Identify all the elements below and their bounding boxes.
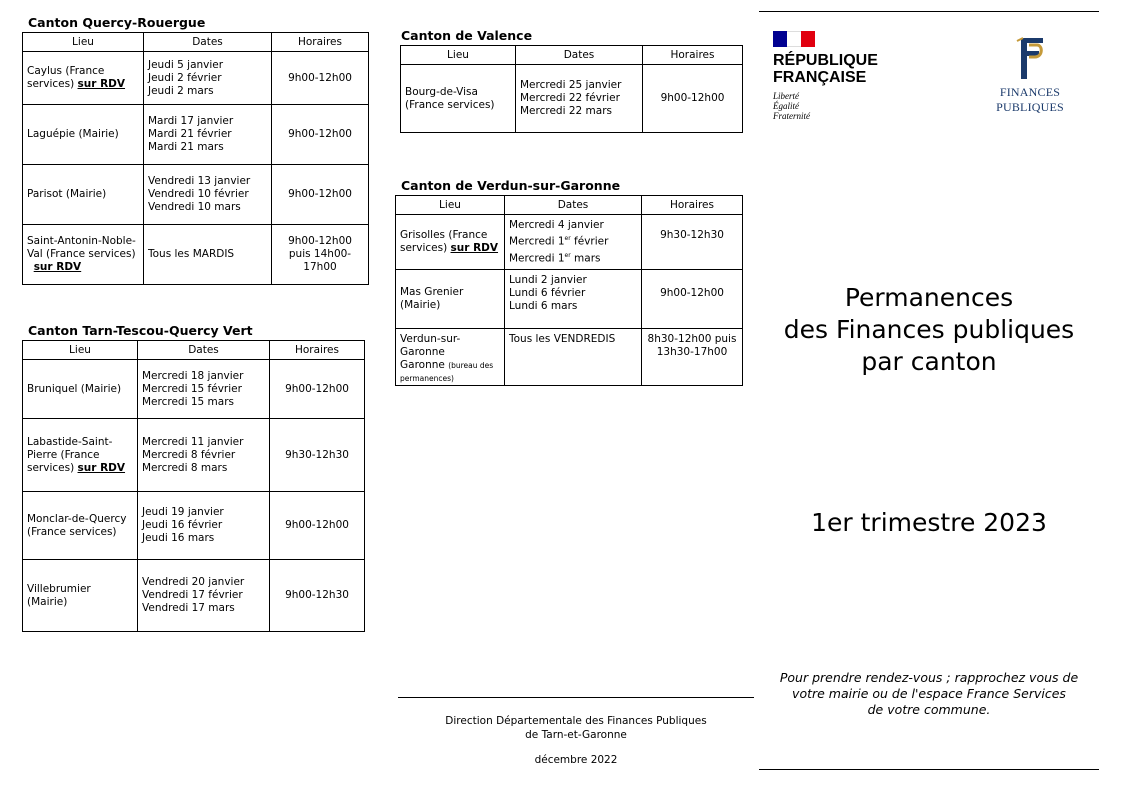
header-horaires: Horaires bbox=[270, 341, 365, 360]
canton-valence bbox=[395, 28, 743, 133]
horaires-cell: 9h00-12h00 bbox=[270, 492, 365, 560]
table-row bbox=[23, 492, 365, 560]
rdv-note: sur RDV bbox=[450, 242, 499, 254]
horaires-cell: 9h30-12h30 bbox=[270, 419, 365, 492]
dates-cell: Jeudi 19 janvier Jeudi 16 février Jeudi 16 mars bbox=[138, 492, 270, 560]
table-row bbox=[401, 65, 743, 133]
footer-line2: de Tarn-et-Garonne bbox=[525, 729, 627, 741]
motto: Liberté Égalité Fraternité bbox=[773, 91, 810, 121]
fp-label: FINANCES PUBLIQUES bbox=[996, 85, 1064, 114]
table-header-row bbox=[401, 46, 743, 65]
lieu-cell: Bruniquel (Mairie) bbox=[23, 360, 138, 419]
cover-bottom-divider bbox=[759, 769, 1099, 770]
canton-title: Canton de Verdun-sur-Garonne bbox=[401, 178, 621, 193]
dates-cell: Mercredi 4 janvier Mercredi 1er février Mercredi 1er mars bbox=[505, 215, 642, 270]
table-row bbox=[23, 225, 369, 285]
schedule-table bbox=[22, 32, 369, 285]
rdv-note: sur RDV bbox=[77, 461, 126, 474]
table-row bbox=[23, 560, 365, 632]
canton-title: Canton de Valence bbox=[401, 28, 533, 43]
footer-line1: Direction Départementale des Finances Publiques bbox=[445, 715, 707, 727]
horaires-cell: 8h30-12h00 puis 13h30-17h00 bbox=[642, 329, 743, 386]
header-horaires: Horaires bbox=[643, 46, 743, 65]
horaires-cell: 9h00-12h00 bbox=[642, 270, 743, 329]
header-dates: Dates bbox=[505, 196, 642, 215]
cover-period: 1er trimestre 2023 bbox=[811, 508, 1047, 537]
rdv-note: sur RDV bbox=[77, 78, 126, 90]
lieu-cell: Grisolles (France services) sur RDV bbox=[396, 215, 505, 270]
dates-cell: Tous les MARDIS bbox=[144, 225, 272, 285]
lieu-cell: Mas Grenier (Mairie) bbox=[396, 270, 505, 329]
lieu-cell: Parisot (Mairie) bbox=[23, 165, 144, 225]
horaires-cell: 9h00-12h00 puis 14h00-17h00 bbox=[272, 225, 369, 285]
lieu-cell: Verdun-sur-Garonne Garonne (bureau des permanences) bbox=[396, 329, 505, 386]
dates-cell: Mercredi 25 janvier Mercredi 22 février Mercredi 22 mars bbox=[516, 65, 643, 133]
table-row bbox=[23, 165, 369, 225]
header-lieu: Lieu bbox=[23, 33, 144, 52]
lieu-cell: Monclar-de-Quercy (France services) bbox=[23, 492, 138, 560]
canton-title: Canton Tarn-Tescou-Quercy Vert bbox=[28, 323, 253, 338]
header-lieu: Lieu bbox=[401, 46, 516, 65]
cover-top-divider bbox=[759, 11, 1099, 12]
table-header-row bbox=[396, 196, 743, 215]
dates-cell: Mercredi 11 janvier Mercredi 8 février Mercredi 8 mars bbox=[138, 419, 270, 492]
dates-cell: Lundi 2 janvier Lundi 6 février Lundi 6 mars bbox=[505, 270, 642, 329]
footer-divider bbox=[398, 697, 754, 698]
header-lieu: Lieu bbox=[396, 196, 505, 215]
dates-cell: Mercredi 18 janvier Mercredi 15 février Mercredi 15 mars bbox=[138, 360, 270, 419]
cover-title: Permanences des Finances publiques par canton bbox=[783, 283, 1075, 376]
schedule-table bbox=[400, 45, 743, 133]
dates-cell: Jeudi 5 janvier Jeudi 2 février Jeudi 2 mars bbox=[144, 52, 272, 105]
lieu-cell: Saint-Antonin-Noble-Val (France services) sur RDV bbox=[23, 225, 144, 285]
header-dates: Dates bbox=[138, 341, 270, 360]
table-row bbox=[23, 52, 369, 105]
header-horaires: Horaires bbox=[272, 33, 369, 52]
table-row bbox=[396, 270, 743, 329]
lieu-cell: Caylus (France services) sur RDV bbox=[23, 52, 144, 105]
finances-publiques-emblem-icon bbox=[1013, 35, 1047, 81]
table-row bbox=[396, 329, 743, 386]
table-row bbox=[23, 360, 365, 419]
horaires-cell: 9h00-12h00 bbox=[643, 65, 743, 133]
dates-cell: Vendredi 20 janvier Vendredi 17 février Vendredi 17 mars bbox=[138, 560, 270, 632]
dates-cell: Vendredi 13 janvier Vendredi 10 février Vendredi 10 mars bbox=[144, 165, 272, 225]
lieu-cell: Laguépie (Mairie) bbox=[23, 105, 144, 165]
canton-tarn-tescou bbox=[22, 323, 365, 632]
rf-line1: RÉPUBLIQUE bbox=[773, 52, 878, 69]
table-row bbox=[23, 105, 369, 165]
table-row bbox=[23, 419, 365, 492]
schedule-table bbox=[22, 340, 365, 632]
lieu-cell: Bourg-de-Visa (France services) bbox=[401, 65, 516, 133]
horaires-cell: 9h00-12h00 bbox=[270, 360, 365, 419]
footer-date: décembre 2022 bbox=[534, 754, 618, 766]
horaires-cell: 9h30-12h30 bbox=[642, 215, 743, 270]
canton-verdun bbox=[395, 178, 743, 386]
table-row bbox=[396, 215, 743, 270]
cover-note: Pour prendre rendez-vous ; rapprochez vous de votre mairie ou de l'espace France Services de votre commune. bbox=[779, 670, 1079, 717]
table-header-row bbox=[23, 33, 369, 52]
lieu-cell: Labastide-Saint-Pierre (France services) sur RDV bbox=[23, 419, 138, 492]
dates-cell: Mardi 17 janvier Mardi 21 février Mardi 21 mars bbox=[144, 105, 272, 165]
rf-line2: FRANÇAISE bbox=[773, 69, 867, 86]
horaires-cell: 9h00-12h30 bbox=[270, 560, 365, 632]
canton-title: Canton Quercy-Rouergue bbox=[28, 15, 206, 30]
horaires-cell: 9h00-12h00 bbox=[272, 165, 369, 225]
horaires-cell: 9h00-12h00 bbox=[272, 52, 369, 105]
header-lieu: Lieu bbox=[23, 341, 138, 360]
tricolor-flag-icon bbox=[773, 31, 815, 47]
header-horaires: Horaires bbox=[642, 196, 743, 215]
lieu-cell: Villebrumier (Mairie) bbox=[23, 560, 138, 632]
footer bbox=[398, 714, 754, 767]
dates-cell: Tous les VENDREDIS bbox=[505, 329, 642, 386]
header-dates: Dates bbox=[516, 46, 643, 65]
header-dates: Dates bbox=[144, 33, 272, 52]
canton-quercy-rouergue bbox=[22, 15, 369, 285]
horaires-cell: 9h00-12h00 bbox=[272, 105, 369, 165]
schedule-table bbox=[395, 195, 743, 386]
republique-francaise-logo bbox=[773, 31, 878, 121]
finances-publiques-logo bbox=[965, 35, 1095, 115]
rdv-note: sur RDV bbox=[33, 261, 82, 273]
table-header-row bbox=[23, 341, 365, 360]
